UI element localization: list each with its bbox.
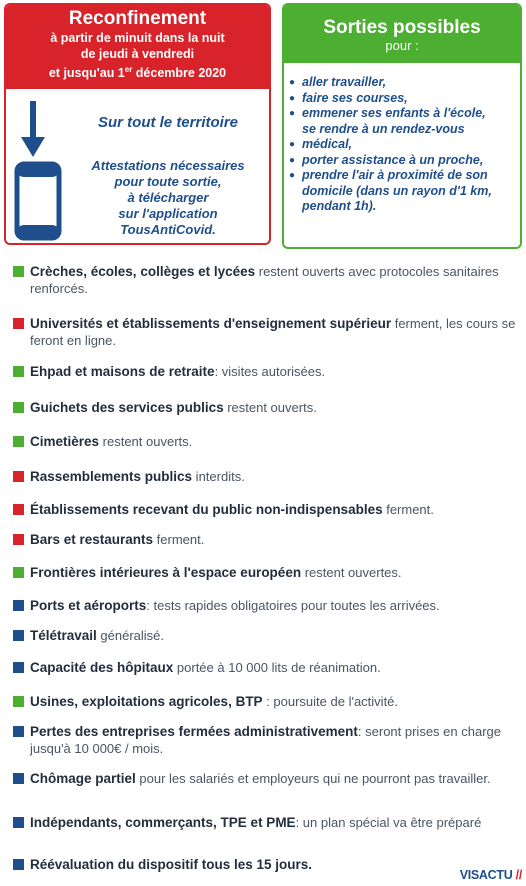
measure-detail: restent ouverts avec protocoles sanitaires renforcés. — [30, 264, 499, 296]
measure-detail: : seront prises en charge jusqu'à 10 000€ / mois. — [30, 724, 501, 756]
sorties-item: ● prendre l'air à proximité de son — [287, 168, 519, 184]
visactu-logo: VISACTU // — [459, 868, 522, 882]
reconfinement-line3: et jusqu'au 1er décembre 2020 — [48, 65, 227, 81]
measure-detail: : tests rapides obligatoires pour toutes les arrivées. — [146, 598, 440, 613]
bullet-square-icon — [13, 318, 24, 329]
measure-item — [13, 315, 519, 349]
bullet-square-icon — [13, 726, 24, 737]
measure-detail: ferment, les cours se feront en ligne. — [30, 316, 516, 348]
bullet-square-icon — [13, 567, 24, 578]
measure-detail: généralisé. — [96, 628, 165, 643]
sorties-title: Sorties possibles — [323, 17, 481, 38]
sorties-item: ● médical, — [287, 137, 519, 153]
measure-item — [13, 564, 519, 581]
measure-item — [13, 693, 519, 710]
attestations-text: Attestations nécessaires pour toute sortie, à télécharger sur l'application TousAntiCovid. — [91, 158, 245, 237]
bullet-square-icon — [13, 630, 24, 641]
bullet-square-icon — [13, 534, 24, 545]
measure-title: Guichets des services publics — [30, 400, 224, 415]
measure-item — [13, 363, 519, 380]
sorties-item: pendant 1h). — [302, 199, 377, 213]
sorties-item: ● porter assistance à un proche, — [287, 153, 519, 169]
measure-detail: pour les salariés et employeurs qui ne pourront pas travailler. — [135, 771, 491, 786]
measure-item — [13, 468, 519, 485]
measure-title: Crèches, écoles, collèges et lycées — [30, 264, 256, 279]
bullet-square-icon — [13, 696, 24, 707]
reconfinement-title: Reconfinement — [68, 8, 207, 29]
measure-title: Bars et restaurants — [30, 532, 154, 547]
bullet-square-icon — [13, 817, 24, 828]
measure-detail: restent ouverts. — [99, 434, 193, 449]
measure-title: Rassemblements publics — [30, 469, 193, 484]
measure-item — [13, 627, 519, 644]
measure-title: Pertes des entreprises fermées administrativement — [30, 724, 358, 739]
measure-item — [13, 770, 519, 787]
measure-detail: : poursuite de l'activité. — [262, 694, 399, 709]
measure-item — [13, 659, 519, 676]
bullet-square-icon — [13, 471, 24, 482]
smartphone-icon — [14, 161, 62, 241]
sorties-item: ● emmener ses enfants à l'école, — [287, 106, 519, 122]
measure-item — [13, 597, 519, 614]
measure-item — [13, 723, 519, 757]
bullet-square-icon — [13, 436, 24, 447]
reconfinement-header — [6, 5, 269, 89]
measure-title: Ehpad et maisons de retraite — [30, 364, 215, 379]
sorties-item: ● aller travailler, — [287, 75, 519, 91]
measure-detail: restent ouvertes. — [301, 565, 402, 580]
measure-detail: : visites autorisées. — [214, 364, 326, 379]
measure-title: Télétravail — [30, 628, 97, 643]
bullet-square-icon — [13, 662, 24, 673]
measure-detail: ferment. — [153, 532, 205, 547]
measure-title: Chômage partiel — [30, 771, 136, 786]
arrow-down-icon — [20, 101, 46, 159]
reconfinement-line1: à partir de minuit dans la nuit — [50, 31, 225, 45]
measure-detail: restent ouverts. — [223, 400, 317, 415]
measure-item — [13, 399, 519, 416]
measure-item — [13, 856, 519, 873]
measure-item — [13, 531, 519, 548]
measure-detail: ferment. — [382, 502, 434, 517]
bullet-square-icon — [13, 366, 24, 377]
sorties-item: ● faire ses courses, — [287, 91, 519, 107]
measure-item — [13, 814, 519, 831]
bullet-square-icon — [13, 600, 24, 611]
sorties-list — [287, 75, 519, 215]
measure-title: Universités et établissements d'enseignement supérieur — [30, 316, 392, 331]
reconfinement-panel — [4, 3, 271, 245]
sorties-item: se rendre à un rendez-vous — [302, 121, 465, 136]
measure-item — [13, 501, 519, 518]
bullet-square-icon — [13, 402, 24, 413]
measure-detail: : un plan spécial va être préparé — [295, 815, 482, 830]
measure-title: Établissements recevant du public non-indispensables — [30, 502, 383, 517]
bullet-square-icon — [13, 266, 24, 277]
measure-item — [13, 263, 519, 297]
measure-title: Frontières intérieures à l'espace européen — [30, 565, 302, 580]
bullet-square-icon — [13, 504, 24, 515]
measure-title: Cimetières — [30, 434, 100, 449]
sorties-item: domicile (dans un rayon d'1 km, — [302, 183, 492, 198]
sorties-panel — [282, 3, 522, 249]
sorties-subtitle: pour : — [385, 38, 419, 53]
bullet-square-icon — [13, 859, 24, 870]
territoire-text: Sur tout le territoire — [97, 114, 239, 131]
measure-item — [13, 433, 519, 450]
bullet-square-icon — [13, 773, 24, 784]
measure-title: Ports et aéroports — [30, 598, 147, 613]
measure-detail: interdits. — [192, 469, 245, 484]
sorties-header — [284, 5, 520, 63]
reconfinement-line2: de jeudi à vendredi — [80, 47, 195, 61]
measure-title: Réévaluation du dispositif tous les 15 jours. — [30, 857, 313, 872]
measure-title: Usines, exploitations agricoles, BTP — [30, 694, 263, 709]
measure-title: Capacité des hôpitaux — [30, 660, 174, 675]
measure-title: Indépendants, commerçants, TPE et PME — [30, 815, 296, 830]
measure-detail: portée à 10 000 lits de réanimation. — [173, 660, 381, 675]
